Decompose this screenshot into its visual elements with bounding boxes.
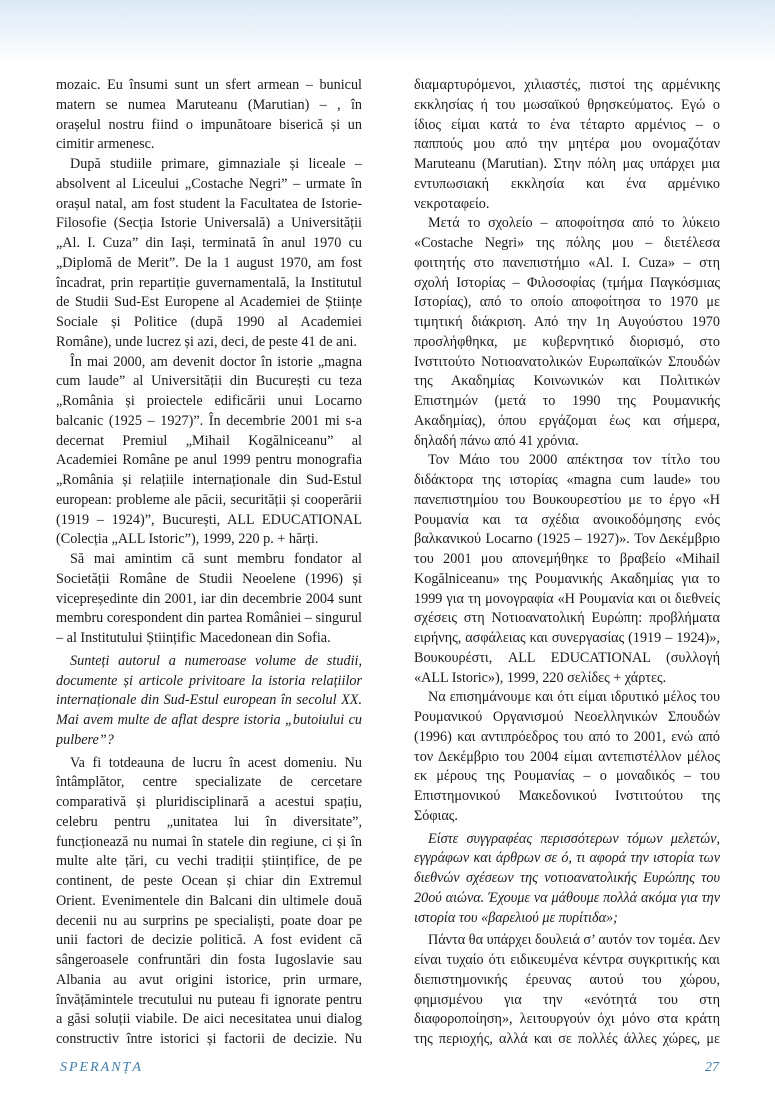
interview-question: Sunteți autorul a numeroase volume de studii, documente și articole privitoare la istoria relațiilor internaționale din Sud-Estul european în secolul XX. Mai avem multe de aflat despre istoria „butoiului cu pulbere”?: [56, 652, 362, 748]
romanian-column: [56, 76, 362, 1046]
paragraph: mozaic. Eu însumi sunt un sfert armean – bunicul matern se numea Maruteanu (Marutian) – , în orașelul nostru fiind o impunătoare biserică și un cimitir armenesc.: [56, 77, 362, 153]
article-body: [56, 76, 720, 1046]
paragraph: După studiile primare, gimnaziale și liceale – absolvent al Liceului „Costache Negri” – urmate în orașul natal, am fost student la Facultatea de Istorie-Filosofie (Secția Istorie Universală) a Universității „Al. I. Cuza” din Iași, terminată în anul 1970 cu „Diplomă de Merit”. De la 1 august 1970, am fost încadrat, prin repartiție guvernamentală, la Institutul de Studii Sud-Est Europene al Academiei de Științe Sociale și Politice (după 1990 al Academiei Române), unde lucrez și azi, deci, de peste 41 de ani.: [56, 156, 362, 350]
paragraph: În mai 2000, am devenit doctor în istorie „magna cum laude” al Universității din București cu teza „România și proiectele edificării unui Locarno balcanic (1925 – 1927)”. În decembrie 2001 mi s-a decernat Premiul „Mihail Kogălniceanu” al Academiei Române pe anul 1999 pentru monografia „România și relațiile internaționale din Sud-Estul european: probleme ale păcii, securității și cooperării (1919 – 1924)”, București, ALL EDUCATIONAL (Colecția „ALL Istoric”), 1999, 220 p. + hărți.: [56, 353, 362, 548]
paragraph: Να επισημάνουμε και ότι είμαι ιδρυτικό μέλος του Ρουμανικού Οργανισμού Νεοελληνικών Σπουδών (1996) και αντιπρόεδρος του από το 2001, ενώ από τον Δεκέμβριο του 2004 είμαι αντεπιστέλλον μέλος εκ μέρους της Ρουμανίας – ο μοναδικός – του Επιστημονικού Μακεδονικού Ινστιτούτου της Σόφιας.: [414, 689, 720, 824]
paragraph: Πάντα θα υπάρχει δουλειά σ’ αυτόν τον τομέα. Δεν είναι τυχαίο ότι ειδικευμένα κέντρα συγκριτικής και διεπιστημονικής έρευνας αυτού του χώρου, φημισμένου για την «ενότητά του στη διαφοροποίηση», λειτουργούν όχι μόνο στα κράτη της περιοχής, αλλά και σε πολλές άλλες χώρες, με: [414, 932, 720, 1046]
paragraph: Va fi totdeauna de lucru în acest domeniu. Nu întâmplător, centre specializate de cercetare comparativă și pluridisciplinară a acestui spațiu, celebru pentru „unitatea lui în diversitate”, funcționează nu numai în statele din regiune, ci și în multe alte țări, cu vechi tradiții științifice, de pe continent, de peste Ocean și chiar din Extremul Orient. Evenimentele din Balcani din ultimele două decenii nu au surprins pe specialiști, poate doar pe unii factori de decizie politică. A fost evident că sângeroasele confruntări din fosta Iugoslavie sau Albania au avut origini istorice, prin urmare, învățămintele trecutului nu puteau fi ignorate pentru a găsi soluții viabile. De aici necesitatea unui dialog constructiv între istorici și factorii de decizie. Nu: [56, 754, 362, 1046]
paragraph: Să mai amintim că sunt membru fondator al Societății Române de Studii Neoelene (1996) și vicepreședinte din 2001, iar din decembrie 2004 sunt membru corespondent din partea României – singurul – al Institutului Științific Macedonean din Sofia.: [56, 551, 362, 646]
paragraph: Τον Μάιο του 2000 απέκτησα τον τίτλο του διδάκτορα της ιστορίας «magna cum laude» του πανεπιστημίου του Βουκουρεστίου με το έργο «Η Ρουμανία και τα σχέδια ανοικοδόμησης ενός βαλκανικού Locarno (1925 – 1927)». Τον Δεκέμβριο του 2001 μου απονεμήθηκε το βραβείο «Mihail Kogălniceanu» της Ρουμανικής Ακαδημίας για το 1999 για τη μονογραφία «Η Ρουμανία και οι διεθνείς σχέσεις στη Νοτιοανατολική Ευρώπη: προβλήματα ειρήνης, ασφάλειας και συνεργασίας (1919 – 1924)», Βουκουρέστι, ALL EDUCATIONAL (συλλογή «ALL Istoric»), 1999, 220 σελίδες + χάρτες.: [414, 452, 720, 686]
header-band: [0, 0, 775, 64]
greek-column: [414, 76, 720, 1046]
paragraph: διαμαρτυρόμενοι, χιλιαστές, πιστοί της αρμένικης εκκλησίας ή του μωσαϊκού θρησκεύματος. Εγώ ο ίδιος είμαι κατά το ένα τέταρτο αρμένιος – ο παππούς μου από την μητέρα μου ονομαζόταν Maruteanu (Marutian). Στην πόλη μας υπάρχει μια εντυπωσιακή εκκλησία και ένα αρμένικο νεκροταφείο.: [414, 77, 720, 212]
page-number: 27: [705, 1060, 719, 1075]
paragraph: Μετά το σχολείο – αποφοίτησα από το λύκειο «Costache Negri» της πόλης μου – διετέλεσα φοιτητής στο πανεπιστήμιο «Al. I. Cuza» – στη σχολή Ιστορίας – Φιλοσοφίας (τμήμα Παγκόσμιας Ιστορίας), από το οποίο αποφοίτησα το 1970 με τιμητική διάκριση. Από την 1η Αυγούστου 1970 προσλήφθηκα, με κυβερνητικό διορισμό, στο Ινστιτούτο Νοτιοανατολικών Ευρωπαϊκών Σπουδών της Ακαδημίας Κοινωνικών και Πολιτικών Επιστημών (μετά το 1990 της Ρουμανικής Ακαδημίας), όπου εργάζομαι έως και σήμερα, δηλαδή πάνω από 41 χρόνια.: [414, 215, 720, 449]
magazine-title: SPERANȚA: [60, 1060, 143, 1075]
interview-question: Είστε συγγραφέας περισσότερων τόμων μελετών, εγγράφων και άρθρων σε ό, τι αφορά την ιστορία των διεθνών σχέσεων της νοτιοανατολικής Ευρώπης του 20ού αιώνα. Έχουμε να μάθουμε πολλά ακόμα για την ιστορία του «βαρελιού με πυρίτιδα»;: [414, 830, 720, 926]
